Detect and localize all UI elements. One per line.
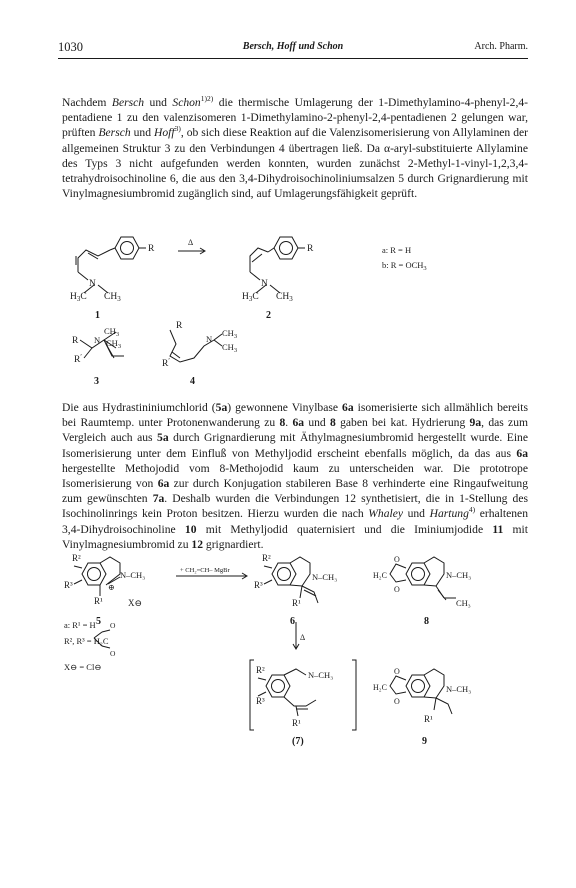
running-authors: Bersch, Hoff und Schon bbox=[242, 41, 344, 52]
compound-7-r1: R¹ bbox=[292, 718, 301, 728]
legend-r2-r3: R², R³ = H₂C bbox=[64, 636, 109, 646]
legend-o-top: O bbox=[110, 621, 116, 630]
compound-6-r3: R³ bbox=[254, 580, 263, 590]
compound-9-number: 9 bbox=[422, 736, 427, 747]
compound-9-n-ch3: N–CH₃ bbox=[446, 684, 472, 694]
compound-1-number: 1 bbox=[95, 310, 100, 321]
compound-5-number: 5 bbox=[96, 616, 101, 627]
compound-5-benzene-ring bbox=[82, 563, 106, 585]
compound-8-n-ch3: N–CH₃ bbox=[446, 570, 472, 580]
compound-1-ch3-label: $CH_3$ bbox=[104, 292, 121, 303]
compound-4-r-prime-label: R′ bbox=[162, 357, 170, 369]
compound-3-r-label: R bbox=[72, 336, 79, 346]
paragraph-2-text: Die aus Hydrastininiumchlorid (5a) gewonnene Vinylbase 6a isomerisierte sich allmählich bereits bei Raumtemp. unter Protonenwanderung zu 8. 6a und 8 gaben bei kat. Hydrierung 9a, das zum Vergleich auch aus 5a durch Grignardierung mit Äthylmagnesiumbromid hergestellt wurde. Eine Isomerisierung unter dem Einfluß von Methyljodid erscheint ebenfalls möglich, da das aus 6a hergestellte Methojodid vom 8-Methojodid kaum zu unterscheiden war. Die prototrope Isomerisierung von 6a zur durch Konjugation stabileren Base 8 verhinderte eine Ringaufweitung zum gewünschten 7a. Deshalb wurden die Verbindungen 12 synthetisiert, die in 1-Stellung des Isochinolinrings kein Proton besitzen. Hierzu wurden die nach Whaley und Hartung$^{4)}$ erhaltenen 3,4-Dihydroisochinoline 10 mit Methyljodid quaternisiert und die Iminiumjodide 11 mit Vinylmagnesiumbromid zu 12 grignardiert. bbox=[62, 401, 529, 551]
compound-5-r2: R² bbox=[72, 553, 81, 563]
compound-8-number: 8 bbox=[424, 616, 429, 627]
compound-1-r-label: R bbox=[148, 244, 155, 254]
compound-3-r-prime-label: R′ bbox=[74, 353, 82, 365]
legend-x: X⊖ = Cl⊖ bbox=[64, 662, 102, 672]
compound-9-h2c: H₂C bbox=[373, 683, 387, 692]
compound-9-o-bottom: O bbox=[394, 697, 400, 706]
compound-4-ch3-bottom: $CH_3$ bbox=[222, 342, 238, 354]
compound-3-n-label: N bbox=[94, 335, 101, 345]
compound-3-number: 3 bbox=[94, 376, 99, 387]
compound-6-benzene-ring bbox=[272, 563, 296, 585]
reagent-label: + CH₂=CH– MgBr bbox=[180, 567, 230, 574]
compound-9-benzene-ring bbox=[406, 675, 430, 697]
compound-4-number: 4 bbox=[190, 376, 195, 387]
compound-6-n-ch3: N–CH₃ bbox=[312, 572, 338, 582]
compound-5-n-ch3: N–CH₃ bbox=[120, 570, 146, 580]
compound-4-n-label: N bbox=[206, 334, 213, 344]
compound-1-n-label: N bbox=[89, 279, 96, 289]
heat-delta-label: Δ bbox=[300, 633, 306, 642]
compound-7-number: (7) bbox=[292, 736, 304, 747]
compound-6-r2: R² bbox=[262, 553, 271, 563]
compound-6-r1: R¹ bbox=[292, 598, 301, 608]
variant-a-label: a: R = H bbox=[382, 245, 412, 255]
compound-7-r2: R² bbox=[256, 665, 265, 675]
compound-8-ch3: CH₃ bbox=[456, 598, 471, 608]
compound-7-benzene-ring bbox=[266, 675, 290, 697]
compound-2-r-label: R bbox=[307, 244, 314, 254]
compound-5-r1: R¹ bbox=[94, 596, 103, 606]
compound-1-h3c-label: $H_3C$ bbox=[70, 292, 87, 303]
compound-5-plus: ⊕ bbox=[108, 583, 115, 592]
compound-2-number: 2 bbox=[266, 310, 271, 321]
paragraph-2 bbox=[62, 400, 528, 552]
journal-name: Arch. Pharm. bbox=[474, 41, 528, 52]
compound-9-o-top: O bbox=[394, 667, 400, 676]
compound-4-r-label: R bbox=[176, 321, 183, 331]
compound-2-phenyl-ring bbox=[274, 237, 298, 259]
compound-4-ch3-top: $CH_3$ bbox=[222, 328, 238, 340]
compound-2-h3c-label: $H_3C$ bbox=[242, 292, 259, 303]
paragraph-1 bbox=[62, 95, 528, 201]
compound-7-r3: R³ bbox=[256, 696, 265, 706]
compound-1-chain bbox=[78, 250, 110, 272]
compound-8-benzene-ring bbox=[406, 563, 430, 585]
compound-7-n-ch3: N–CH₃ bbox=[308, 670, 334, 680]
running-header bbox=[58, 40, 528, 56]
compound-9-r1: R¹ bbox=[424, 714, 433, 724]
compound-1-phenyl-ring bbox=[115, 237, 139, 259]
heat-arrow-label: Δ bbox=[188, 238, 194, 247]
compound-8-h2c: H₂C bbox=[373, 571, 387, 580]
compound-8-o-bottom: O bbox=[394, 585, 400, 594]
compound-2-ch3-label: $CH_3$ bbox=[276, 292, 293, 303]
paragraph-1-text: Nachdem Bersch und Schon$^{1)2)}$ die thermische Umlagerung der 1-Dimethylamino-4-phenyl-2,4-pentadiene 1 zu den valenzisomeren 1-Dimethylamino-2-phenyl-2,4-pentadienen 2 gelungen war, prüften Bersch und Hoff$^{3)}$, ob sich diese Reaktion auf die Valenzisomerisierung von Allylaminen der allgemeinen Struktur 3 zu den Verbindungen 4 übertragen ließ. Da α-aryl-substituierte Allylamine des Typs 3 nicht aufgefunden werden konnten, wurden zunächst 2-Methyl-1-vinyl-1,2,3,4-tetrahydroisochinoline 6, die aus den 3,4-Dihydroisochinoliniumsalzen 5 durch Grignardierung mit Vinylmagnesiumbromid zugänglich sind, auf Umlagerungsfähigkeit geprüft. bbox=[62, 94, 529, 201]
compound-8-o-top: O bbox=[394, 555, 400, 564]
page-number: 1030 bbox=[58, 40, 83, 54]
compound-5-anion: X⊖ bbox=[128, 598, 143, 608]
variant-b-label: b: $R = OCH_3$ bbox=[382, 260, 427, 272]
compound-6-number: 6 bbox=[290, 616, 295, 627]
legend-a-r1: a: R¹ = H bbox=[64, 620, 96, 630]
compound-5-r3: R³ bbox=[64, 580, 73, 590]
compound-3-ch3-top: $CH_3$ bbox=[104, 326, 120, 338]
compound-2-n-label: N bbox=[261, 279, 268, 289]
compound-3-ch3-bottom: $CH_3$ bbox=[106, 338, 122, 350]
header-rule bbox=[58, 58, 528, 59]
legend-o-bottom: O bbox=[110, 649, 116, 658]
